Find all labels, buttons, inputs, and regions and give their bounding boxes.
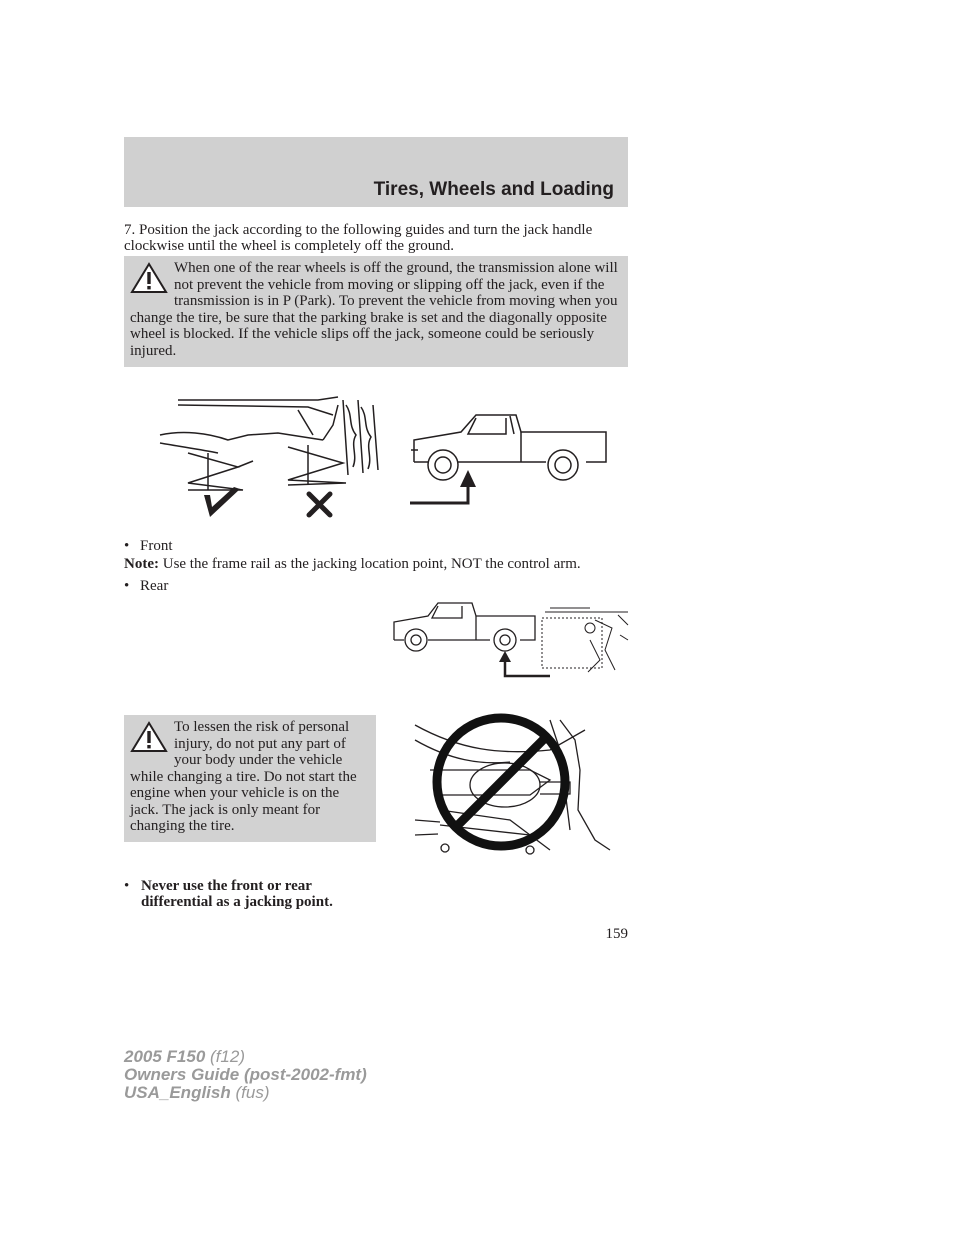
step-7-text: 7. Position the jack according to the following guides and turn the jack handle clockwise until the wheel is completely off the ground.: [124, 222, 593, 254]
footer-guide: Owners Guide (post-2002-fmt): [124, 1065, 367, 1084]
footer-model: 2005 F150: [124, 1047, 206, 1066]
bullet-front: • Front: [124, 538, 173, 554]
note-text: Use the frame rail as the jacking location point, NOT the control arm.: [162, 556, 581, 572]
footer-language-code: (fus): [235, 1083, 270, 1102]
bullet-rear: • Rear: [124, 578, 169, 594]
bullet-rear-label: Rear: [140, 578, 169, 594]
footer-model-code: (f12): [210, 1047, 245, 1066]
footer-language: USA_English: [124, 1083, 231, 1102]
front-jack-illustration: [158, 395, 390, 520]
bullet-front-label: Front: [140, 538, 173, 554]
page-number: 159: [605, 926, 628, 942]
check-mark-icon: [204, 487, 240, 517]
warning-triangle-icon: [130, 262, 168, 294]
warning-triangle-icon: [130, 721, 168, 753]
warning-box-jack: [124, 256, 628, 367]
differential-jack-prohibited-illustration: [410, 710, 615, 865]
warning-body-text: To lessen the risk of personal injury, do not put any part of your body under the vehicle while changing a tire. Do not start the engine when your vehicle is on the jack. The jack is only meant for changing the tire.: [130, 719, 357, 834]
warning-box-body-under-vehicle: [124, 715, 376, 842]
note-paragraph: [124, 556, 634, 572]
truck-front-jack-point-illustration: [406, 410, 610, 506]
x-mark-icon: [309, 494, 330, 515]
document-footer: [124, 1048, 524, 1102]
section-header: [124, 137, 628, 207]
note-label: Note:: [124, 556, 159, 572]
warning-jack-text: When one of the rear wheels is off the ground, the transmission alone will not prevent the vehicle from moving or slipping off the jack, even if the transmission is in P (Park). To prevent the vehicle from moving when you change the tire, be sure that the parking brake is set and the diagonally opposite wheel is blocked. If the vehicle slips off the jack, someone could be seriously injured.: [130, 260, 618, 359]
section-title: Tires, Wheels and Loading: [373, 179, 614, 200]
never-use-differential-text: Never use the front or rear differential as a jacking point.: [141, 878, 333, 910]
bullet-never-use-differential: • Never use the front or rear differential as a jacking point.: [124, 878, 384, 910]
truck-rear-jack-point-illustration: [390, 600, 630, 682]
